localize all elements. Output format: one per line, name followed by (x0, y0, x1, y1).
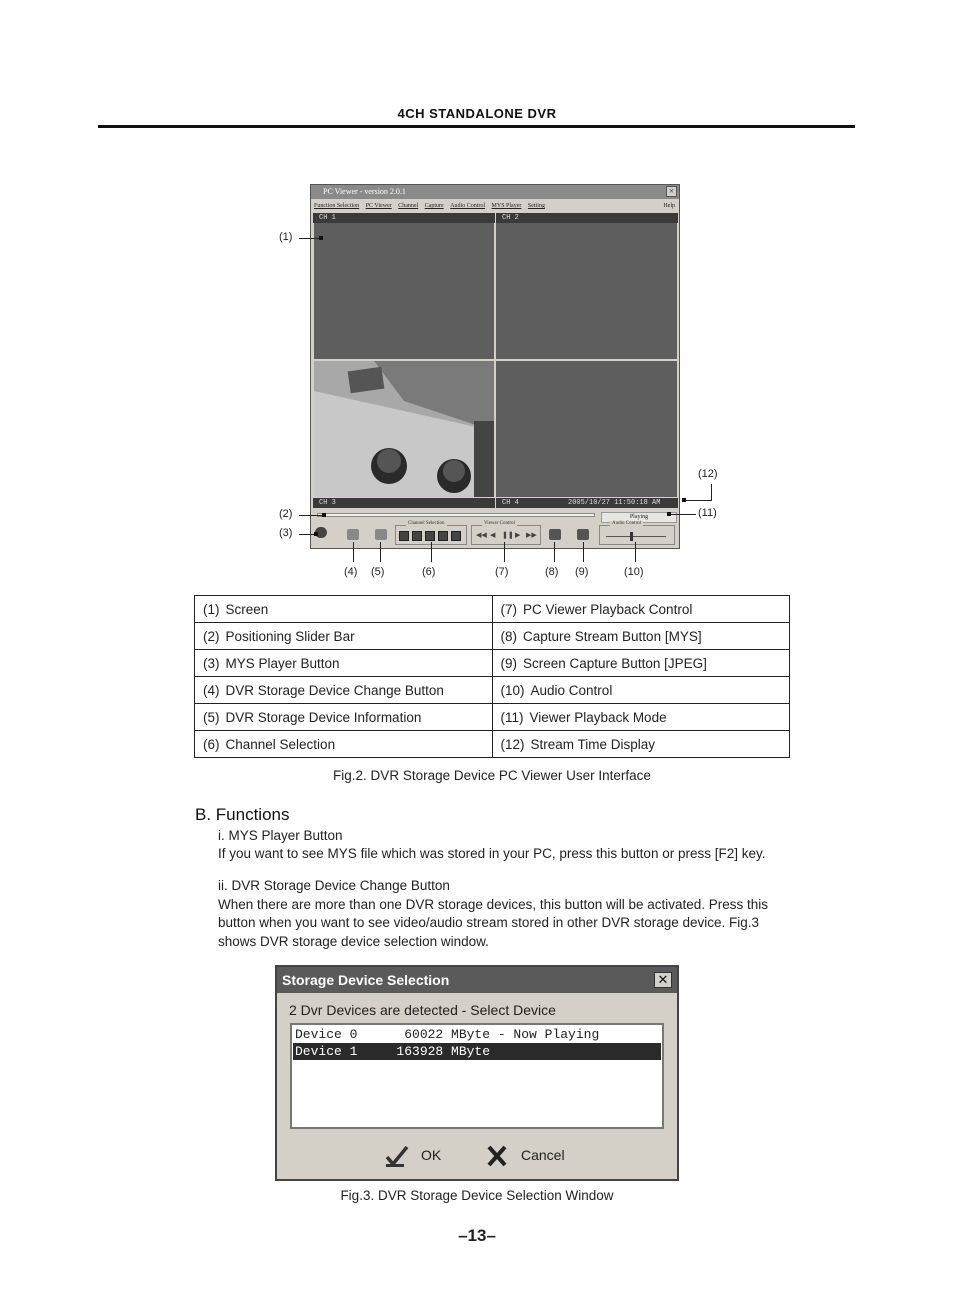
legend-cell (195, 731, 493, 758)
callout-3-line (299, 534, 315, 535)
legend-cell (492, 650, 790, 677)
callout-12-line-v (711, 484, 712, 501)
callout-11-dot (667, 512, 671, 516)
callout-10-line (635, 542, 636, 562)
legend-cell (195, 704, 493, 731)
close-icon[interactable]: × (666, 186, 677, 197)
callout-11-line (669, 514, 696, 515)
callout-5-line (380, 542, 381, 562)
callout-9-line (583, 542, 584, 562)
legend-number: (3) (203, 655, 220, 671)
callout-10: (10) (624, 566, 644, 578)
callout-8-line (554, 542, 555, 562)
callout-1: (1) (279, 231, 293, 243)
callout-8: (8) (545, 566, 559, 578)
callout-3-dot (314, 532, 318, 536)
cancel-x-icon (485, 1144, 509, 1168)
legend-label: MYS Player Button (225, 655, 340, 671)
header-rule (98, 125, 855, 128)
cancel-button[interactable] (485, 1143, 565, 1167)
screen-ch3-camera-image[interactable] (314, 361, 494, 497)
legend-label: Positioning Slider Bar (225, 628, 355, 644)
rewind-icon[interactable]: ◀◀ (476, 531, 487, 539)
legend-number: (1) (203, 601, 220, 617)
legend-label: DVR Storage Device Change Button (225, 682, 444, 698)
channel-ch4-label: CH 4 (502, 499, 519, 507)
play-back-icon[interactable]: ◀ (490, 531, 496, 539)
stream-time-display: 2005/10/27 11:50:18 AM (568, 499, 661, 507)
callout-2-line (299, 515, 323, 516)
menu-help[interactable]: Help (663, 203, 675, 209)
legend-label: Audio Control (530, 682, 613, 698)
legend-number: (8) (500, 628, 517, 644)
screen-capture-icon[interactable] (577, 529, 589, 540)
callout-12-dot (682, 498, 686, 502)
ok-label: OK (421, 1147, 442, 1163)
audio-slider-track[interactable] (606, 536, 666, 537)
menu-capture[interactable]: Capture (424, 203, 444, 209)
callout-1-line (299, 238, 320, 239)
audio-control-group (599, 521, 675, 545)
table-row (195, 650, 790, 677)
menu-audio-control[interactable]: Audio Control (450, 203, 486, 209)
menu-mys-player[interactable]: MYS Player (491, 203, 522, 209)
pc-viewer-title-bar (311, 185, 679, 199)
callout-2-dot (322, 513, 326, 517)
checkmark-icon (385, 1144, 409, 1168)
legend-label: Screen (225, 601, 269, 617)
menu-pc-viewer[interactable]: PC Viewer (365, 203, 392, 209)
item2-line1: When there are more than one DVR storage devices, this button will be activated. Press this (218, 897, 769, 912)
dialog-title-bar (277, 967, 677, 993)
legend-cell (195, 677, 493, 704)
viewer-control-panel (311, 511, 679, 548)
fast-forward-icon[interactable]: ▶▶ (526, 531, 537, 539)
fig3-caption: Fig.3. DVR Storage Device Selection Window (340, 1188, 614, 1203)
channel-selection-label: Channel Selection (408, 521, 445, 526)
callout-11: (11) (698, 507, 717, 519)
channel-bar-ch2: CH 2 (496, 213, 678, 223)
item1-body: If you want to see MYS file which was stored in your PC, press this button or press [F2] key. (218, 846, 766, 861)
close-icon[interactable]: ✕ (654, 972, 672, 988)
legend-table (194, 595, 790, 758)
item1-title: i. MYS Player Button (218, 828, 343, 843)
section-title: B. Functions (195, 805, 290, 824)
callout-9: (9) (575, 566, 589, 578)
screen-ch1[interactable] (314, 223, 494, 359)
viewer-playback-mode: Playing (601, 512, 677, 523)
legend-number: (9) (500, 655, 517, 671)
legend-cell (492, 704, 790, 731)
pc-viewer-title: PC Viewer - version 2.0.1 (323, 187, 406, 196)
list-item[interactable]: Device 0 60022 MByte - Now Playing (295, 1027, 600, 1042)
table-row (195, 677, 790, 704)
callout-6: (6) (422, 566, 436, 578)
legend-label: DVR Storage Device Information (225, 709, 422, 725)
legend-number: (6) (203, 736, 220, 752)
callout-4-line (353, 542, 354, 562)
legend-cell (492, 731, 790, 758)
item2-line3: shows DVR storage device selection window. (218, 934, 489, 949)
audio-slider-thumb[interactable] (630, 532, 633, 541)
document-header: 4CH STANDALONE DVR (397, 106, 557, 121)
page-number: –13– (458, 1226, 496, 1245)
menu-function-selection[interactable]: Function Selection (314, 203, 360, 209)
pause-icon[interactable]: ❚❚ (502, 531, 514, 539)
storage-device-selection-dialog (275, 965, 679, 1181)
audio-control-label: Audio Control (612, 521, 642, 526)
legend-cell (195, 650, 493, 677)
camera-image-icon (314, 361, 494, 497)
channel-bar-ch4 (496, 498, 678, 508)
screen-ch2[interactable] (496, 223, 677, 359)
channel-3-icon[interactable] (438, 531, 448, 541)
legend-number: (4) (203, 682, 220, 698)
channel-bar-ch3: CH 3 (313, 498, 495, 508)
legend-cell (195, 623, 493, 650)
viewer-control-group (471, 521, 541, 545)
callout-7-line (504, 542, 505, 562)
callout-2: (2) (279, 508, 293, 520)
pc-viewer-menu-bar (311, 200, 679, 212)
item2-line2: button when you want to see video/audio stream stored in other DVR storage device. Fig.3 (218, 915, 760, 930)
viewer-control-label: Viewer Control (484, 521, 515, 526)
table-row (195, 623, 790, 650)
cancel-label: Cancel (521, 1147, 565, 1163)
pc-viewer-window (310, 184, 680, 549)
device-list (290, 1023, 664, 1129)
legend-number: (12) (500, 736, 525, 752)
positioning-slider-bar[interactable] (317, 513, 595, 517)
item2-title: ii. DVR Storage Device Change Button (218, 878, 450, 893)
fig2-caption: Fig.2. DVR Storage Device PC Viewer User Interface (333, 768, 651, 783)
ok-button[interactable] (385, 1143, 441, 1167)
legend-label: Capture Stream Button [MYS] (523, 628, 702, 644)
legend-cell (492, 596, 790, 623)
channel-4-icon[interactable] (451, 531, 461, 541)
legend-number: (11) (500, 709, 524, 725)
callout-4: (4) (344, 566, 358, 578)
callout-12-line-h (684, 500, 712, 501)
channel-1-icon[interactable] (412, 531, 422, 541)
legend-number: (7) (500, 601, 517, 617)
callout-1-dot (319, 236, 323, 240)
legend-label: Channel Selection (225, 736, 336, 752)
callout-7: (7) (495, 566, 509, 578)
callout-5: (5) (371, 566, 385, 578)
dialog-message: 2 Dvr Devices are detected - Select Device (289, 1002, 556, 1018)
table-row (195, 596, 790, 623)
legend-label: Stream Time Display (530, 736, 656, 752)
table-row (195, 731, 790, 758)
list-item[interactable]: Device 1 163928 MByte (293, 1043, 661, 1060)
legend-cell (195, 596, 493, 623)
legend-number: (2) (203, 628, 220, 644)
callout-6-line (431, 542, 432, 562)
channel-2-icon[interactable] (425, 531, 435, 541)
table-row (195, 704, 790, 731)
menu-channel[interactable]: Channel (398, 203, 419, 209)
legend-label: Screen Capture Button [JPEG] (523, 655, 707, 671)
screen-ch4[interactable] (496, 361, 677, 497)
callout-3: (3) (279, 527, 293, 539)
legend-cell (492, 623, 790, 650)
legend-label: Viewer Playback Mode (529, 709, 667, 725)
menu-setting[interactable]: Setting (527, 203, 545, 209)
storage-change-icon[interactable] (347, 529, 359, 540)
capture-stream-icon[interactable] (549, 529, 561, 540)
play-icon[interactable]: ▶ (515, 531, 521, 539)
legend-label: PC Viewer Playback Control (523, 601, 693, 617)
legend-number: (5) (203, 709, 220, 725)
storage-info-icon[interactable] (375, 529, 387, 540)
legend-cell (492, 677, 790, 704)
channel-grid-icon[interactable] (399, 531, 409, 541)
callout-12: (12) (698, 468, 718, 480)
channel-bar-ch1: CH 1 (313, 213, 495, 223)
dialog-title: Storage Device Selection (282, 972, 450, 988)
legend-number: (10) (500, 682, 525, 698)
